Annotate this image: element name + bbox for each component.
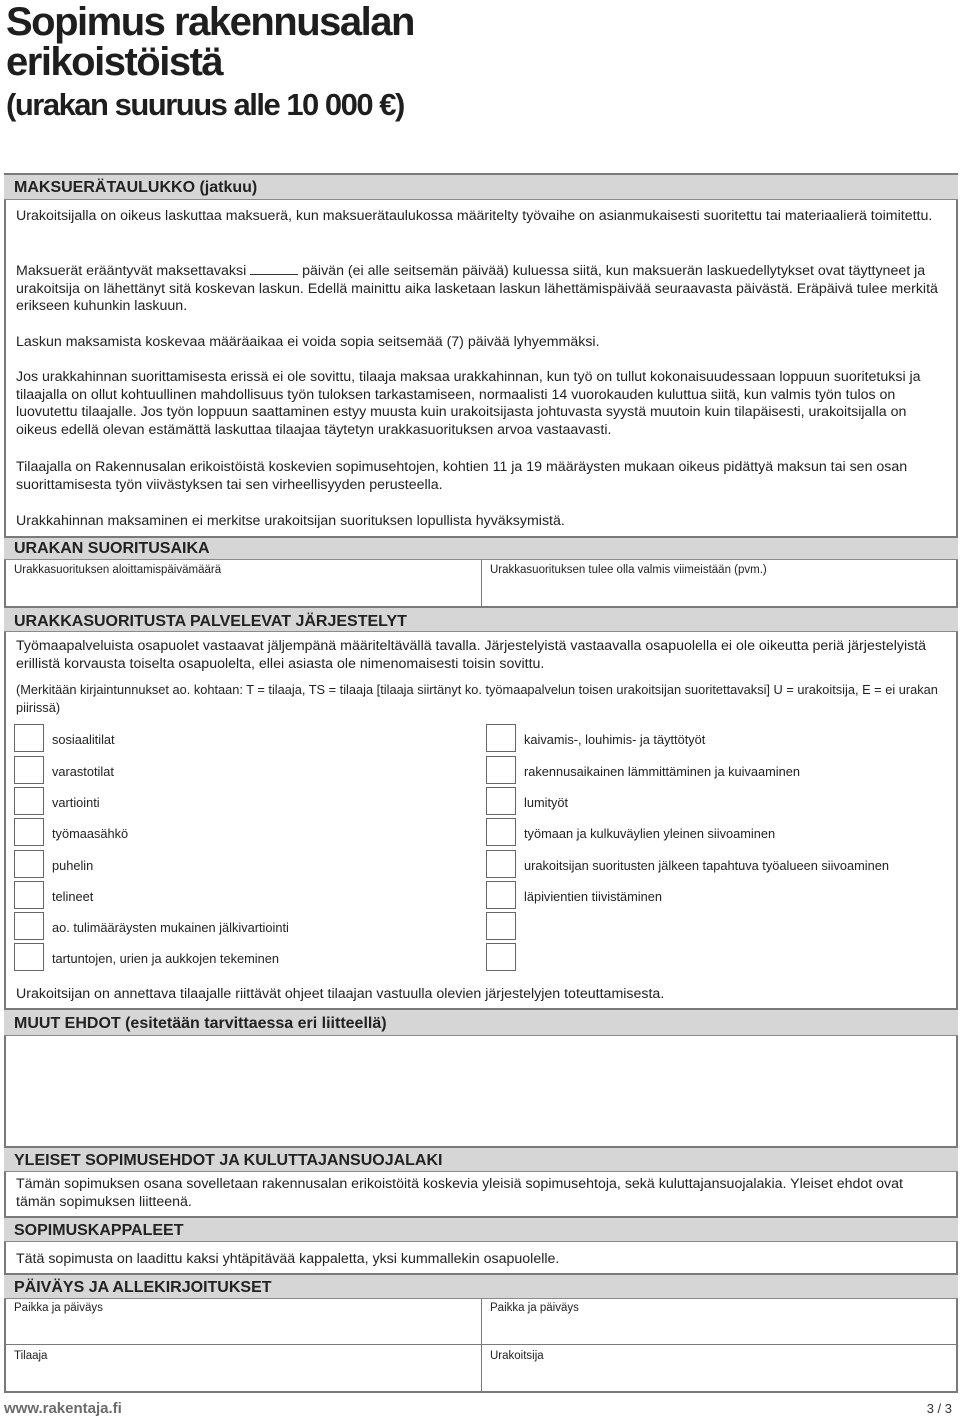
start-date-label: Urakkasuorituksen aloittamispäivämäärä [14, 564, 222, 576]
checkbox-label: vartiointi [52, 795, 100, 810]
section-title: URAKKASUORITUSTA PALVELEVAT JÄRJESTELYT [14, 613, 407, 630]
checkbox-jalkivartiointi[interactable] [14, 912, 44, 940]
title-line-1: Sopimus rakennusalan [6, 0, 414, 44]
footer-website: www.rakentaja.fi [4, 1400, 122, 1417]
maksuera-paragraph-3: Laskun maksamista koskevaa määräaikaa ei voida sopia seitsemää (7) päivää lyhyemmäksi. [16, 334, 600, 350]
maksuera-paragraph-2 [16, 262, 946, 316]
maksuera-paragraph-6: Urakkahinnan maksaminen ei merkitse urakoitsijan suorituksen lopullista hyväksymistä. [16, 513, 565, 529]
jarjestelyt-paragraph: Työmaapalveluista osapuolet vastaavat jäljempänä määriteltävällä tavalla. Järjestelyistä vastaavalla osapuolella ei ole oikeutta periä järjestelyistä erillistä korvausta toiselta osapuolelta, ellei asiasta ole nimenomaisesti toisin sovittu. [16, 638, 927, 672]
checkbox-tyoalueen-siivous[interactable] [486, 850, 516, 878]
checkbox-label: varastotilat [52, 764, 114, 779]
checkbox-empty-1[interactable] [486, 912, 516, 940]
section-title: MAKSUERÄTAULUKKO (jatkuu) [14, 179, 258, 196]
checkbox-label: lumityöt [524, 795, 569, 810]
page-number: 3 / 3 [926, 1401, 952, 1416]
section-header-allekirjoitukset [4, 1273, 958, 1299]
section-header-jarjestelyt [4, 606, 958, 632]
section-title: PÄIVÄYS JA ALLEKIRJOITUKSET [14, 1279, 272, 1296]
checkbox-lammittaminen[interactable] [486, 756, 516, 784]
checkbox-label: rakennusaikainen lämmittäminen ja kuivaaminen [524, 764, 800, 779]
checkbox-varastotilat[interactable] [14, 756, 44, 784]
place-date-field-right[interactable] [483, 1316, 955, 1343]
kappaleet-paragraph: Tätä sopimusta on laadittu kaksi yhtäpitävää kappaletta, yksi kummallekin osapuolelle. [16, 1251, 560, 1267]
checkbox-label: työmaan ja kulkuväylien yleinen siivoaminen [524, 826, 776, 841]
maksuera-paragraph-5: Tilaajalla on Rakennusalan erikoistöistä koskevien sopimusehtojen, kohtien 11 ja 19 määräysten mukaan oikeus pidättyä maksun tai sen osan suorittamisesta työn viivästyksen tai sen virheellisyyden perusteella. [16, 459, 908, 493]
checkbox-puhelin[interactable] [14, 850, 44, 878]
section-header-suoritusaika [4, 536, 958, 560]
signature-field-tilaaja[interactable] [6, 1364, 480, 1392]
checkbox-label: kaivamis-, louhimis- ja täyttötyöt [524, 732, 706, 747]
end-date-field[interactable] [483, 575, 955, 605]
title-line-3: (urakan suuruus alle 10 000 €) [6, 87, 404, 122]
checkbox-label: työmaasähkö [52, 826, 129, 841]
due-days-field[interactable] [250, 262, 298, 275]
checkbox-siivoaminen[interactable] [486, 818, 516, 846]
section-title: URAKAN SUORITUSAIKA [14, 540, 210, 557]
section-header-yleiset [4, 1146, 958, 1172]
start-date-field[interactable] [6, 575, 480, 605]
checkbox-label: urakoitsijan suoritusten jälkeen tapahtuva työalueen siivoaminen [524, 858, 889, 873]
checkbox-label: läpivientien tiivistäminen [524, 889, 662, 904]
checkbox-label: telineet [52, 889, 94, 904]
checkbox-label: ao. tulimääräysten mukainen jälkivartiointi [52, 920, 289, 935]
signer-label-urakoitsija: Urakoitsija [490, 1350, 544, 1362]
checkbox-sosiaalitilat[interactable] [14, 724, 44, 752]
section-header-maksueratulukko [4, 173, 958, 200]
section-header-muut-ehdot [4, 1008, 958, 1036]
maksuera-p2-start: Maksuerät erääntyvät maksettavaksi [16, 263, 247, 279]
yleiset-paragraph: Tämän sopimuksen osana sovelletaan rakennusalan erikoistöitä koskevia yleisiä sopimusehtoja, sekä kuluttajansuojalakia. Yleiset ehdot ovat tämän sopimuksen liitteenä. [16, 1176, 903, 1210]
checkbox-label: sosiaalitilat [52, 732, 115, 747]
maksuera-p2-end: päivän (ei alle seitsemän päivää) kuluessa siitä, kun maksuerän laskuedellytykset ovat täyttyneet ja urakoitsija on lähettänyt sitä koskevan laskun. Edellä mainittu aika lasketaan laskun lähettämispäivää seuraavasta päivästä. Eräpäivä tulee merkitä erikseen kuhunkin laskuun. [16, 263, 938, 314]
checkbox-empty-2[interactable] [486, 943, 516, 971]
signature-field-urakoitsija[interactable] [483, 1364, 955, 1392]
checkbox-lapiviennit[interactable] [486, 881, 516, 909]
checkbox-tartunnat[interactable] [14, 943, 44, 971]
divider [6, 1344, 956, 1345]
checkbox-vartiointi[interactable] [14, 787, 44, 815]
divider [481, 560, 482, 606]
maksuera-paragraph-4: Jos urakkahinnan suorittamisesta erissä ei ole sovittu, tilaaja maksaa urakkahinnan, kun työ on tullut kokonaisuudessaan loppuun suoritetuksi ja tilaajalla on ollut kohtuullinen mahdollisuus työn tuloksen tarkastamiseen, normaalisti 14 vuorokauden kuluttua siitä, kun valmis työn tulos on luovutettu tilaajalle. Jos työn loppuun saattaminen estyy muusta kuin urakoitsijasta johtuvasta syystä muutoin kuin tilapäisesti, urakoitsijalla on oikeus edellä olevan estämättä laskuttaa tilaajaa täytetyn urakkasuorituksen arvoa vastaavasti. [16, 369, 921, 438]
place-date-label-right: Paikka ja päiväys [490, 1302, 579, 1314]
checkbox-kaivamistyot[interactable] [486, 724, 516, 752]
place-date-field-left[interactable] [6, 1316, 480, 1343]
document-title [6, 2, 906, 122]
place-date-label-left: Paikka ja päiväys [14, 1302, 103, 1314]
section-title: YLEISET SOPIMUSEHDOT JA KULUTTAJANSUOJALAKI [14, 1152, 443, 1169]
section-title: SOPIMUSKAPPALEET [14, 1222, 184, 1239]
divider [481, 1299, 482, 1393]
title-line-2: erikoistöistä [6, 40, 223, 84]
checkbox-label: tartuntojen, urien ja aukkojen tekeminen [52, 951, 279, 966]
checkbox-lumityot[interactable] [486, 787, 516, 815]
end-date-label: Urakkasuorituksen tulee olla valmis viimeistään (pvm.) [490, 564, 767, 576]
checkbox-telineet[interactable] [14, 881, 44, 909]
checkbox-tyomaasahko[interactable] [14, 818, 44, 846]
section-header-kappaleet [4, 1216, 958, 1242]
jarjestelyt-footer: Urakoitsijan on annettava tilaajalle riittävät ohjeet tilaajan vastuulla olevien järjestelyjen toteuttamisesta. [16, 986, 665, 1002]
muut-ehdot-textarea[interactable] [6, 1037, 956, 1145]
section-title: MUUT EHDOT (esitetään tarvittaessa eri liitteellä) [14, 1015, 387, 1032]
maksuera-paragraph-1: Urakoitsijalla on oikeus laskuttaa maksuerä, kun maksuerätaulukossa määritelty työvaihe on asianmukaisesti suoritettu tai materiaalierä toimitettu. [16, 208, 933, 224]
signer-label-tilaaja: Tilaaja [14, 1350, 48, 1362]
checkbox-label: puhelin [52, 858, 94, 873]
jarjestelyt-note: (Merkitään kirjaintunnukset ao. kohtaan: T = tilaaja, TS = tilaaja [tilaaja siirtänyt ko. työmaapalvelun toisen urakoitsijan suoritettavaksi] U = urakoitsija, E = ei urakan piirissä) [16, 682, 938, 715]
